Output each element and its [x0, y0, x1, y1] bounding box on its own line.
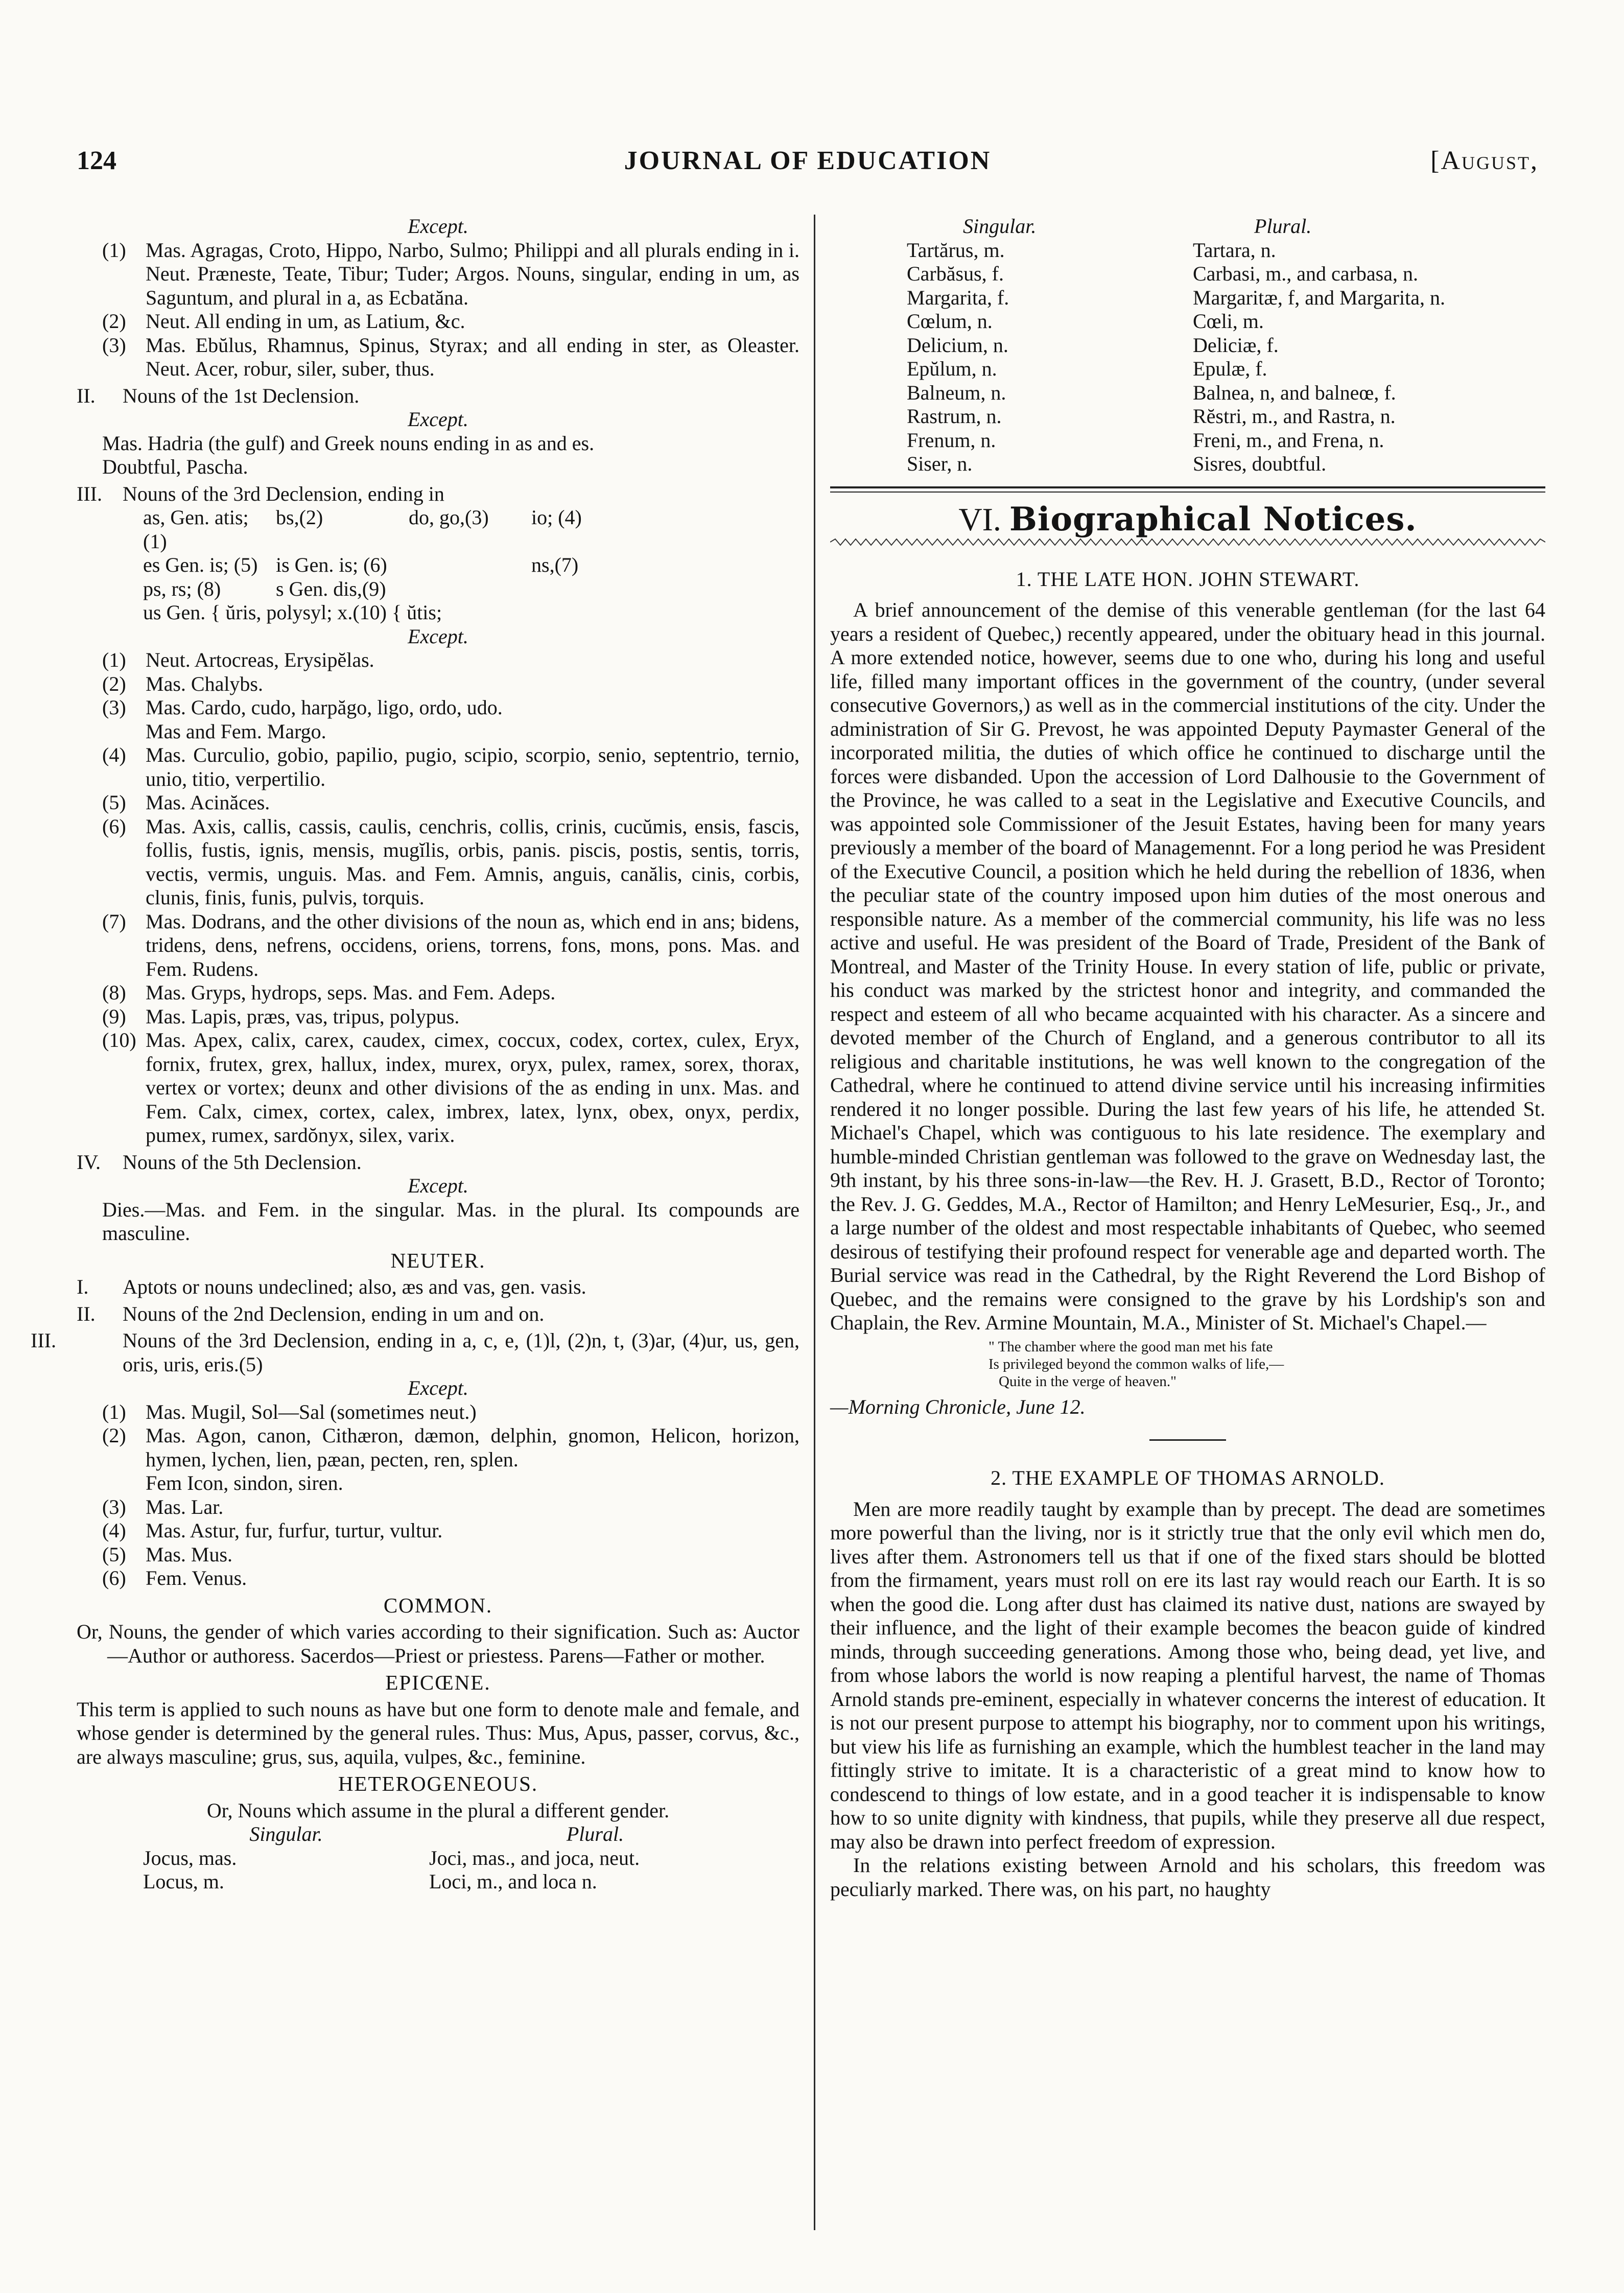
neuter-line: II. Nouns of the 2nd Declension, ending in um and on. — [77, 1302, 545, 1325]
table-cell: Sisres, doubtful. — [1193, 452, 1327, 475]
list-item: (8) Mas. Gryps, hydrops, seps. Mas. and Fem. Adeps. — [102, 981, 556, 1004]
verse-line: Is privileged beyond the common walks of life,— — [988, 1355, 1284, 1372]
list-item: Fem Icon, sindon, siren. — [146, 1471, 343, 1494]
except-heading: Except. — [408, 408, 468, 431]
neuter-line: I. Aptots or nouns undeclined; also, æs and vas, gen. vasis. — [77, 1275, 586, 1298]
text-line: Mas. Hadria (the gulf) and Greek nouns ending in as and es. — [102, 431, 595, 455]
separator-rule — [1149, 1439, 1226, 1441]
table-cell: Margarita, f. — [907, 286, 1009, 309]
list-item: Mas and Fem. Margo. — [146, 719, 326, 743]
table-cell: Tartărus, m. — [907, 238, 1005, 262]
list-item: (1) Mas. Agragas, Croto, Hippo, Narbo, Sulmo; Philippi and all plurals ending in i. Neut. Præneste, Teate, Tibur; Tuder; Argos. Nouns, singular, ending in um, as Saguntum, and plural in a, as Ecbatăna. — [102, 238, 799, 309]
table-cell: Jocus, mas. — [143, 1846, 237, 1869]
page-header — [77, 146, 1539, 186]
table-header: Plural. — [566, 1822, 624, 1845]
table-cell: Locus, m. — [143, 1870, 224, 1893]
except-heading: Except. — [408, 1174, 468, 1197]
table-cell: Cœlum, n. — [907, 310, 993, 333]
table-cell: Freni, m., and Frena, n. — [1193, 428, 1384, 452]
table-cell: Balnea, n, and balneœ, f. — [1193, 381, 1396, 404]
declension-table — [830, 215, 1545, 476]
right-column — [830, 215, 1545, 1901]
list-item: (5) Mas. Acinăces. — [102, 791, 270, 814]
table-cell: Delicium, n. — [907, 333, 1008, 357]
list-item: (4) Mas. Astur, fur, furfur, turtur, vultur. — [102, 1519, 443, 1542]
list-item: (2) Mas. Chalybs. — [102, 672, 263, 695]
endings-grid: as, Gen. atis; (1) bs,(2) do, go,(3) io; (4) es Gen. is; (5) is Gen. is; (6) ns,(7) ps, rs; (8) s Gen. dis,(9) — [143, 506, 582, 600]
article-body: A brief announcement of the demise of this venerable gentleman (for the last 64 years a resident of Quebec,) recently appeared, under the obituary head in this journal. A more extended notice, however, seems due to one who, during his long and useful life, filled many important offices in the government of the country, (under several consecutive Governors,) as well as in the commercial institutions of the city. Under the administration of Sir G. Prevost, he was appointed Deputy Paymaster General of the incorporated militia, the duties of which office he continued to discharge until the forces were disbanded. Upon the accession of Lord Dalhousie to the Government of the Province, he was called to a seat in the Legislative and Executive Councils, and was appointed sole Commissioner of the Jesuit Estates, having been for many years previously a member of the board of Managemennt. For a long period he was President of the Executive Council, a position which he held during the rebellion of 1836, when the peculiar state of the country imposed upon him duties of the most onerous and responsible nature. As a member of the commercial community, his life was no less active and useful. He was president of the Board of Trade, President of the Bank of Montreal, and Master of the Trinity House. In every station of life, public or private, his conduct was marked by the strictest honor and integrity, and commanded the respect and esteem of all who became acquainted with his character. As a sincere and devoted member of the Church of England, and a generous contributor to all its religious and charitable institutions, he was well known to the congregation of the Cathedral, where he continued to attend divine service until his increasing infirmities rendered it no longer possible. During the last few years of his life, he attended St. Michael's Chapel, which was contiguous to his late residence. The exemplary and humble-minded Christian gentleman was followed to the grave on Wednesday last, the 9th instant, by his three sons-in-law—the Rev. H. J. Grasett, B.D., Rector of Toronto; the Rev. J. G. Geddes, M.A., Rector of Hamilton; and Henry LeMesurier, Esq., Jr., and a large number of the oldest and most respectable inhabitants of Quebec, who seemed desirous of testifying their profound respect for venerable age and departed worth. The Burial service was read in the Cathedral, by the Right Reverend the Lord Bishop of Quebec, and the remains were consigned to the grave by his Lordship's son and Chaplain, the Rev. Armine Mountain, M.A., Minister of St. Michael's Chapel.— — [830, 598, 1545, 1334]
table-cell: Rastrum, n. — [907, 405, 1002, 428]
epicene-text: This term is applied to such nouns as have but one form to denote male and female, and whose gender is determined by the general rules. Thus: Mus, Apus, passer, corvus, &c., are always masculine; grus, sus, aquila, vulpes, &c., feminine. — [77, 1697, 799, 1768]
list-item: (6) Fem. Venus. — [102, 1566, 247, 1589]
list-item: (1) Neut. Artocreas, Erysipĕlas. — [102, 648, 374, 671]
except-heading: Except. — [408, 1376, 468, 1399]
list-item: (6) Mas. Axis, callis, cassis, caulis, cenchris, collis, crinis, cucŭmis, ensis, fascis, follis, fustis, ignis, mensis, mugĭlis, orbis, panis. piscis, postis, sentis, torris, vectis, vermis, unguis. Mas. and Fem. Amnis, anguis, canălis, cinis, corbis, clunis, finis, funis, pulvis, torquis. — [102, 814, 799, 909]
table-header: Singular. — [963, 215, 1037, 238]
exceptions-list — [77, 648, 799, 1148]
us-ending-line: us Gen. { ŭris, polysyl; x.(10) { ŭtis; — [143, 601, 442, 624]
text-line: Doubtful, Pascha. — [102, 455, 248, 478]
table-cell: Epulæ, f. — [1193, 357, 1267, 380]
article-title: 2. THE EXAMPLE OF THOMAS ARNOLD. — [991, 1466, 1385, 1489]
table-cell: Deliciæ, f. — [1193, 333, 1279, 357]
quoted-verse — [830, 1338, 1545, 1390]
article-title: 1. THE LATE HON. JOHN STEWART. — [1016, 567, 1360, 591]
table-cell: Margaritæ, f, and Margarita, n. — [1193, 286, 1445, 309]
except-heading: Except. — [408, 624, 468, 648]
verse-line: Quite in the verge of heaven." — [999, 1373, 1176, 1390]
article-body: Men are more readily taught by example than by precept. The dead are sometimes more powerful than the living, nor is it strictly true that the only evil which men do, lives after them. Astronomers tell us that if one of the fixed stars should be blotted from the firmament, years must roll on ere its last ray would reach our Earth. It is so when the good die. Long after dust has claimed its native dust, nations are swayed by their influence, and the light of their example becomes the beacon guide of kindred minds, through succeeding generations. Among those who, being dead, yet live, and from whose labors the world is now reaping a plentiful harvest, the name of Thomas Arnold stands pre-eminent, especially in whatever concerns the interest of education. It is not our present purpose to attempt his biography, nor to comment upon his writings, but view his life as furnishing an example, which the humblest teacher in the land may fittingly strive to imitate. It is a characteristic of a great mind to know how to condescend to things of low estate, and in a good teacher it is indispensable to know how to so unite dignity with kindness, that pupils, while they preserve all due respect, may also be drawn into perfect freedom of expression. — [830, 1497, 1545, 1853]
table-cell: Epŭlum, n. — [907, 357, 997, 380]
left-column — [31, 215, 799, 1894]
list-item: (2) Mas. Agon, canon, Cithæron, dæmon, delphin, gnomon, Helicon, horizon, hymen, lychen, lien, pæan, pecten, ren, splen. — [102, 1424, 799, 1471]
heterogeneous-heading: HETEROGENEOUS. — [338, 1772, 538, 1795]
section-heading: III. Nouns of the 3rd Declension, ending in — [77, 482, 444, 505]
except-heading: Except. — [408, 215, 468, 238]
table-cell: Rĕstri, m., and Rastra, n. — [1193, 405, 1396, 428]
article-body: In the relations existing between Arnold and his scholars, this freedom was peculiarly marked. There was, on his part, no haughty — [830, 1854, 1545, 1901]
journal-title: JOURNAL OF EDUCATION — [624, 146, 992, 175]
double-rule — [830, 486, 1545, 493]
table-cell: Tartara, n. — [1193, 238, 1276, 262]
section-name: Biographical Notices. — [1009, 500, 1417, 539]
list-item: (3) Mas. Cardo, cudo, harpăgo, ligo, ordo, udo. — [102, 696, 503, 719]
table-header: Singular. — [249, 1822, 323, 1845]
table-cell: Balneum, n. — [907, 381, 1006, 404]
list-item: (3) Mas. Lar. — [102, 1495, 224, 1518]
list-item: (5) Mas. Mus. — [102, 1542, 233, 1566]
article-source: —Morning Chronicle, June 12. — [830, 1395, 1086, 1418]
table-cell: Cœli, m. — [1193, 310, 1264, 333]
list-item: (1) Mas. Mugil, Sol—Sal (sometimes neut.) — [102, 1400, 477, 1423]
list-item: (4) Mas. Curculio, gobio, papilio, pugio, scipio, scorpio, senio, septentrio, ternio, unio, titio, verpertilio. — [102, 743, 799, 790]
page-number: 124 — [77, 146, 116, 175]
list-item: (9) Mas. Lapis, præs, vas, tripus, polypus. — [102, 1004, 460, 1028]
neuter-exceptions — [77, 1400, 799, 1590]
table-cell: Carbăsus, f. — [907, 262, 1004, 285]
running-month: [August, — [1430, 146, 1539, 175]
table-cell: Joci, mas., and joca, neut. — [429, 1846, 640, 1869]
section-title — [830, 500, 1545, 539]
table-cell: Carbasi, m., and carbasa, n. — [1193, 262, 1418, 285]
neuter-heading: NEUTER. — [390, 1248, 486, 1272]
neuter-line: III. Nouns of the 3rd Declension, ending in a, c, e, (1)l, (2)n, t, (3)ar, (4)ur, us, gen, oris, uris, eris.(5) — [31, 1329, 799, 1376]
column-divider — [814, 215, 815, 2230]
verse-line: " The chamber where the good man met his fate — [988, 1338, 1273, 1355]
heterogeneous-intro: Or, Nouns which assume in the plural a different gender. — [206, 1798, 670, 1822]
epicene-heading: EPICŒNE. — [385, 1671, 491, 1694]
table-cell: Siser, n. — [907, 452, 973, 475]
list-item: (7) Mas. Dodrans, and the other divisions of the noun as, which end in ans; bidens, tridens, dens, nefrens, occidens, oriens, torrens, fons, mons, pons. Mas. and Fem. Rudens. — [102, 909, 799, 980]
table-cell: Frenum, n. — [907, 428, 996, 452]
heterogeneous-table — [77, 1822, 799, 1894]
section-number: VI. — [958, 501, 1001, 537]
section-heading: IV. Nouns of the 5th Declension. — [77, 1150, 362, 1174]
list-item: (2) Neut. All ending in um, as Latium, &c. — [102, 310, 465, 333]
section-heading: II. Nouns of the 1st Declension. — [77, 384, 360, 407]
list-item: (10) Mas. Apex, calix, carex, caudex, cimex, coccux, codex, cortex, culex, Eryx, fornix, frutex, grex, hallux, index, murex, oryx, pulex, ramex, sorex, thorax, vertex or vortex; deunx and other divisions of the as ending in unx. Mas. and Fem. Calx, cimex, cortex, calex, imbrex, latex, lynx, obex, onyx, perdix, pumex, rumex, sardŏnyx, silex, varix. — [102, 1028, 799, 1146]
common-heading: COMMON. — [383, 1593, 493, 1617]
table-header: Plural. — [1254, 215, 1312, 238]
dies-text: Dies.—Mas. and Fem. in the singular. Mas. in the plural. Its compounds are masculine. — [102, 1198, 799, 1245]
mas-list — [77, 239, 799, 381]
wavy-rule — [830, 537, 1545, 547]
common-text: Or, Nouns, the gender of which varies according to their signification. Such as: Auctor—Author or authoress. Sacerdos—Priest or priestess. Parens—Father or mother. — [77, 1620, 799, 1667]
list-item: (3) Mas. Ebŭlus, Rhamnus, Spinus, Styrax; and all ending in ster, as Oleaster. Neut. Acer, robur, siler, suber, thus. — [102, 333, 799, 380]
table-cell: Loci, m., and loca n. — [429, 1870, 597, 1893]
